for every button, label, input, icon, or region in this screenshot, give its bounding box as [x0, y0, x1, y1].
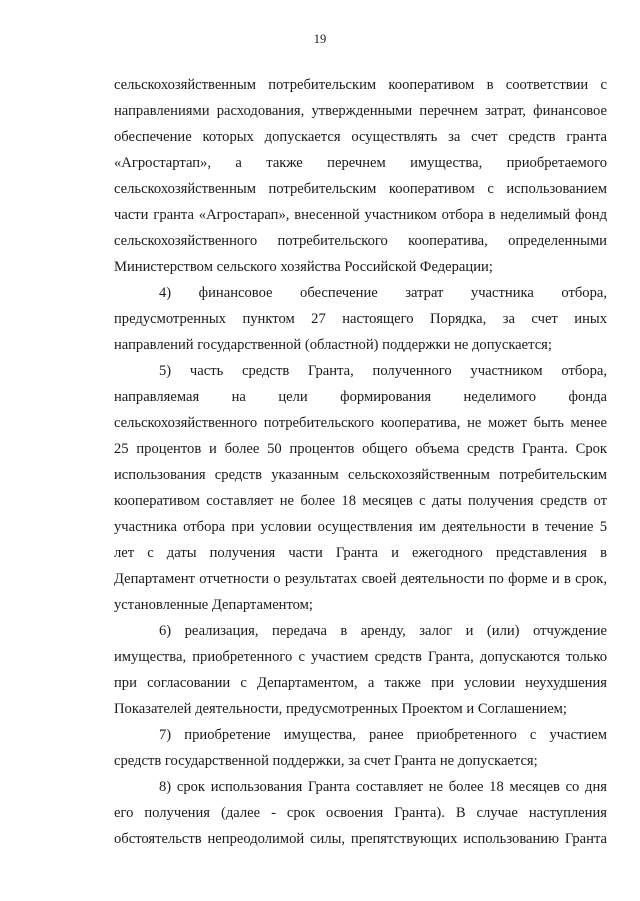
text-line: Департамент отчетности о результатах своей деятельности по форме и в срок,: [114, 571, 607, 587]
text-line: лет с даты получения части Гранта и ежегодного представления в: [114, 545, 607, 561]
text-line: при согласовании с Департаментом, а также при условии неухудшения: [114, 675, 607, 691]
text-line: сельскохозяйственного потребительского кооператива, определенными: [114, 233, 607, 249]
text-line: обеспечение которых допускается осуществлять за счет средств гранта: [114, 129, 607, 145]
paragraph-item-7: [114, 722, 607, 774]
text-line: направляемая на цели формирования неделимого фонда: [114, 389, 607, 405]
text-line: его получения (далее - срок освоения Гранта). В случае наступления: [114, 805, 607, 821]
text-line: 4) финансовое обеспечение затрат участника отбора,: [159, 285, 607, 301]
paragraph-item-4: [114, 280, 607, 358]
text-line: предусмотренных пунктом 27 настоящего Порядка, за счет иных: [114, 311, 607, 327]
paragraph-item-6: [114, 618, 607, 722]
text-line: кооперативом составляет не более 18 месяцев с даты получения средств от: [114, 493, 607, 509]
text-line: средств государственной поддержки, за счет Гранта не допускается;: [114, 753, 538, 769]
paragraph-continuation: [114, 72, 607, 280]
text-line: 8) срок использования Гранта составляет не более 18 месяцев со дня: [159, 779, 607, 795]
text-line: «Агростартап», а также перечнем имущества, приобретаемого: [114, 155, 607, 171]
text-line: 6) реализация, передача в аренду, залог и (или) отчуждение: [159, 623, 607, 639]
text-line: установленные Департаментом;: [114, 597, 313, 613]
text-line: 5) часть средств Гранта, полученного участником отбора,: [159, 363, 607, 379]
text-line: части гранта «Агростарап», внесенной участником отбора в неделимый фонд: [114, 207, 607, 223]
text-line: участника отбора при условии осуществления им деятельности в течение 5: [114, 519, 607, 535]
text-line: Показателей деятельности, предусмотренных Проектом и Соглашением;: [114, 701, 567, 717]
text-line: направлений государственной (областной) поддержки не допускается;: [114, 337, 552, 353]
document-body: [114, 72, 607, 852]
page-number: 19: [313, 32, 327, 46]
text-line: сельскохозяйственного потребительского кооператива, не может быть менее: [114, 415, 607, 431]
text-line: использования средств указанным сельскохозяйственным потребительским: [114, 467, 607, 483]
text-line: сельскохозяйственным потребительским кооперативом с использованием: [114, 181, 607, 197]
paragraph-item-5: [114, 358, 607, 618]
text-line: обстоятельств непреодолимой силы, препятствующих использованию Гранта: [114, 831, 607, 847]
text-line: Министерством сельского хозяйства Российской Федерации;: [114, 259, 493, 275]
paragraph-item-8: [114, 774, 607, 852]
text-line: направлениями расходования, утвержденными перечнем затрат, финансовое: [114, 103, 607, 119]
text-line: 25 процентов и более 50 процентов общего объема средств Гранта. Срок: [114, 441, 607, 457]
text-line: 7) приобретение имущества, ранее приобретенного с участием: [159, 727, 607, 743]
text-line: имущества, приобретенного с участием средств Гранта, допускаются только: [114, 649, 607, 665]
text-line: сельскохозяйственным потребительским кооперативом в соответствии с: [114, 77, 607, 93]
